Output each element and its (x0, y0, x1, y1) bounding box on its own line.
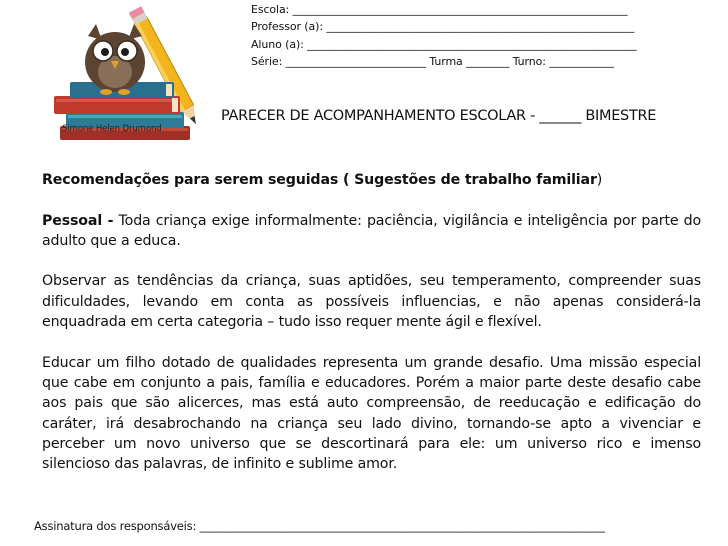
student-field[interactable]: Aluno (a): _____________________________________________________________ (251, 38, 637, 51)
document-body (42, 170, 701, 495)
grade-class-shift-field[interactable]: Série: __________________________ Turma ________ Turno: ____________ (251, 55, 615, 68)
illustration-credit: Simone Helen Drumond (62, 124, 162, 134)
document-title: PARECER DE ACOMPANHAMENTO ESCOLAR - ______ BIMESTRE (221, 108, 657, 124)
recommendations-heading (42, 170, 701, 190)
paragraph-educate: Educar um filho dotado de qualidades representa um grande desafio. Uma missão especial que cabe em conjunto a pais, família e educadores. Porém a maior parte deste desafio cabe aos pais que são alicerces, mas está auto compreensão, de reeducação e edificação do caráter, irá desabrochando na criança seu lado divino, tornando-se apto a vivenciar e perceber um novo universo que se descortinará para ele: um universo rico e imenso silencioso das palavras, de infinito e sublime amor. (42, 354, 701, 473)
recommendations-heading-text: Recomendações para serem seguidas ( Sugestões de trabalho familiar (42, 172, 597, 188)
guardian-signature-field[interactable]: Assinatura dos responsáveis: _________________________________________________________________________ (34, 519, 605, 533)
paragraph-personal (42, 211, 701, 252)
personal-lead: Pessoal - (42, 212, 114, 229)
personal-text: Toda criança exige informalmente: paciência, vigilância e inteligência por parte do adulto que a educa. (42, 212, 701, 249)
teacher-field[interactable]: Professor (a): _________________________________________________________ (251, 20, 635, 33)
paragraph-observe: Observar as tendências da criança, suas aptidões, seu temperamento, compreender suas dificuldades, levando em conta as possíveis influencias, e não apenas considerá-la enquadrada em certa categoria – tudo isso requer mente ágil e flexível. (42, 273, 701, 331)
school-field[interactable]: Escola: ______________________________________________________________ (251, 3, 628, 16)
recommendations-heading-close: ) (596, 172, 603, 188)
